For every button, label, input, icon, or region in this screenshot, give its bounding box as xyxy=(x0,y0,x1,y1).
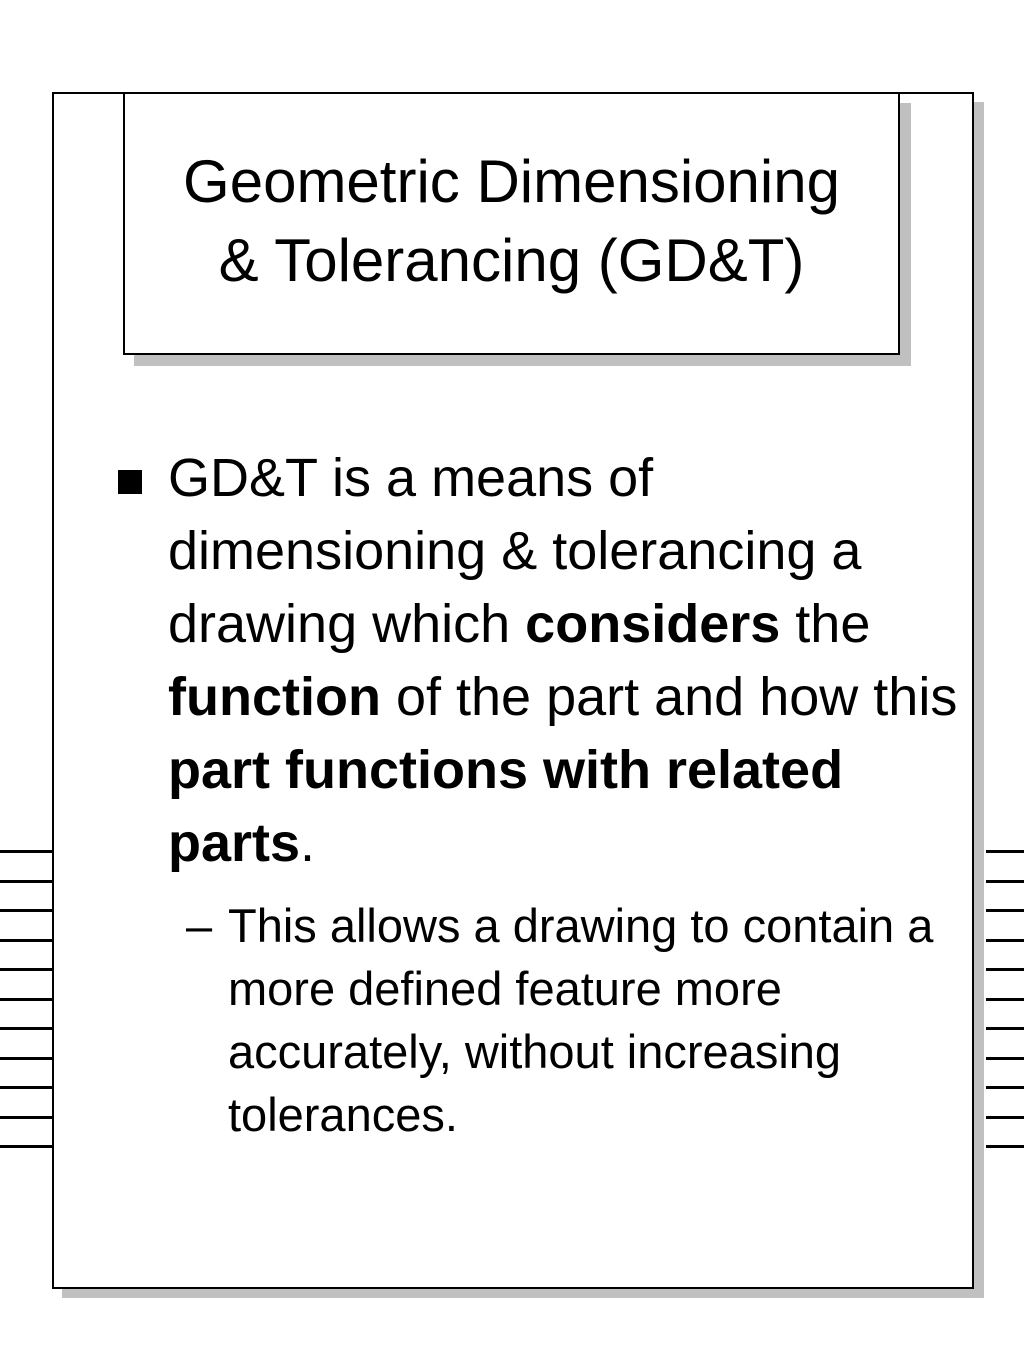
rule-line xyxy=(0,880,52,883)
title-line-1: Geometric Dimensioning xyxy=(183,147,840,215)
rule-line xyxy=(0,850,52,853)
rule-line xyxy=(0,968,52,971)
bullet-text-part: the xyxy=(780,594,871,654)
rule-line xyxy=(0,1027,52,1030)
bullet-item xyxy=(118,442,958,880)
rule-line xyxy=(0,998,52,1001)
rule-line xyxy=(0,1116,52,1119)
slide-body xyxy=(118,442,958,1146)
slide-title xyxy=(183,142,840,300)
rule-line xyxy=(986,968,1024,971)
rule-line xyxy=(986,1027,1024,1030)
bullet-text-part: GD&T is a means of dimensioning & tolerancing a drawing which xyxy=(168,448,862,654)
bullet-emphasis-function: function xyxy=(168,667,381,727)
bullet-text-part: of the part and how this xyxy=(380,667,958,727)
sub-bullet-item xyxy=(118,894,958,1146)
bullet-text-part: . xyxy=(300,813,316,873)
rule-line xyxy=(0,1086,52,1089)
sub-bullet-text: This allows a drawing to contain a more defined feature more accurately, without increasing tolerances. xyxy=(228,899,934,1141)
bullet-text xyxy=(168,448,957,873)
rule-line xyxy=(0,1145,52,1148)
rule-line xyxy=(986,909,1024,912)
rule-line xyxy=(986,998,1024,1001)
bullet-emphasis-related-parts: part functions with related parts xyxy=(168,740,844,873)
rule-line xyxy=(986,1145,1024,1148)
rule-line xyxy=(986,850,1024,853)
rule-line xyxy=(986,1086,1024,1089)
title-line-2: & Tolerancing (GD&T) xyxy=(218,226,805,294)
dash-bullet-icon: – xyxy=(186,899,213,952)
rule-line xyxy=(986,1116,1024,1119)
rule-line xyxy=(0,1057,52,1060)
rule-line xyxy=(0,909,52,912)
left-decorative-rules xyxy=(0,850,52,1175)
bullet-emphasis-considers: considers xyxy=(525,594,781,654)
rule-line xyxy=(986,1057,1024,1060)
rule-line xyxy=(986,880,1024,883)
right-decorative-rules xyxy=(986,850,1024,1175)
rule-line xyxy=(986,939,1024,942)
rule-line xyxy=(0,939,52,942)
square-bullet-icon xyxy=(118,470,142,494)
title-box xyxy=(123,92,900,355)
